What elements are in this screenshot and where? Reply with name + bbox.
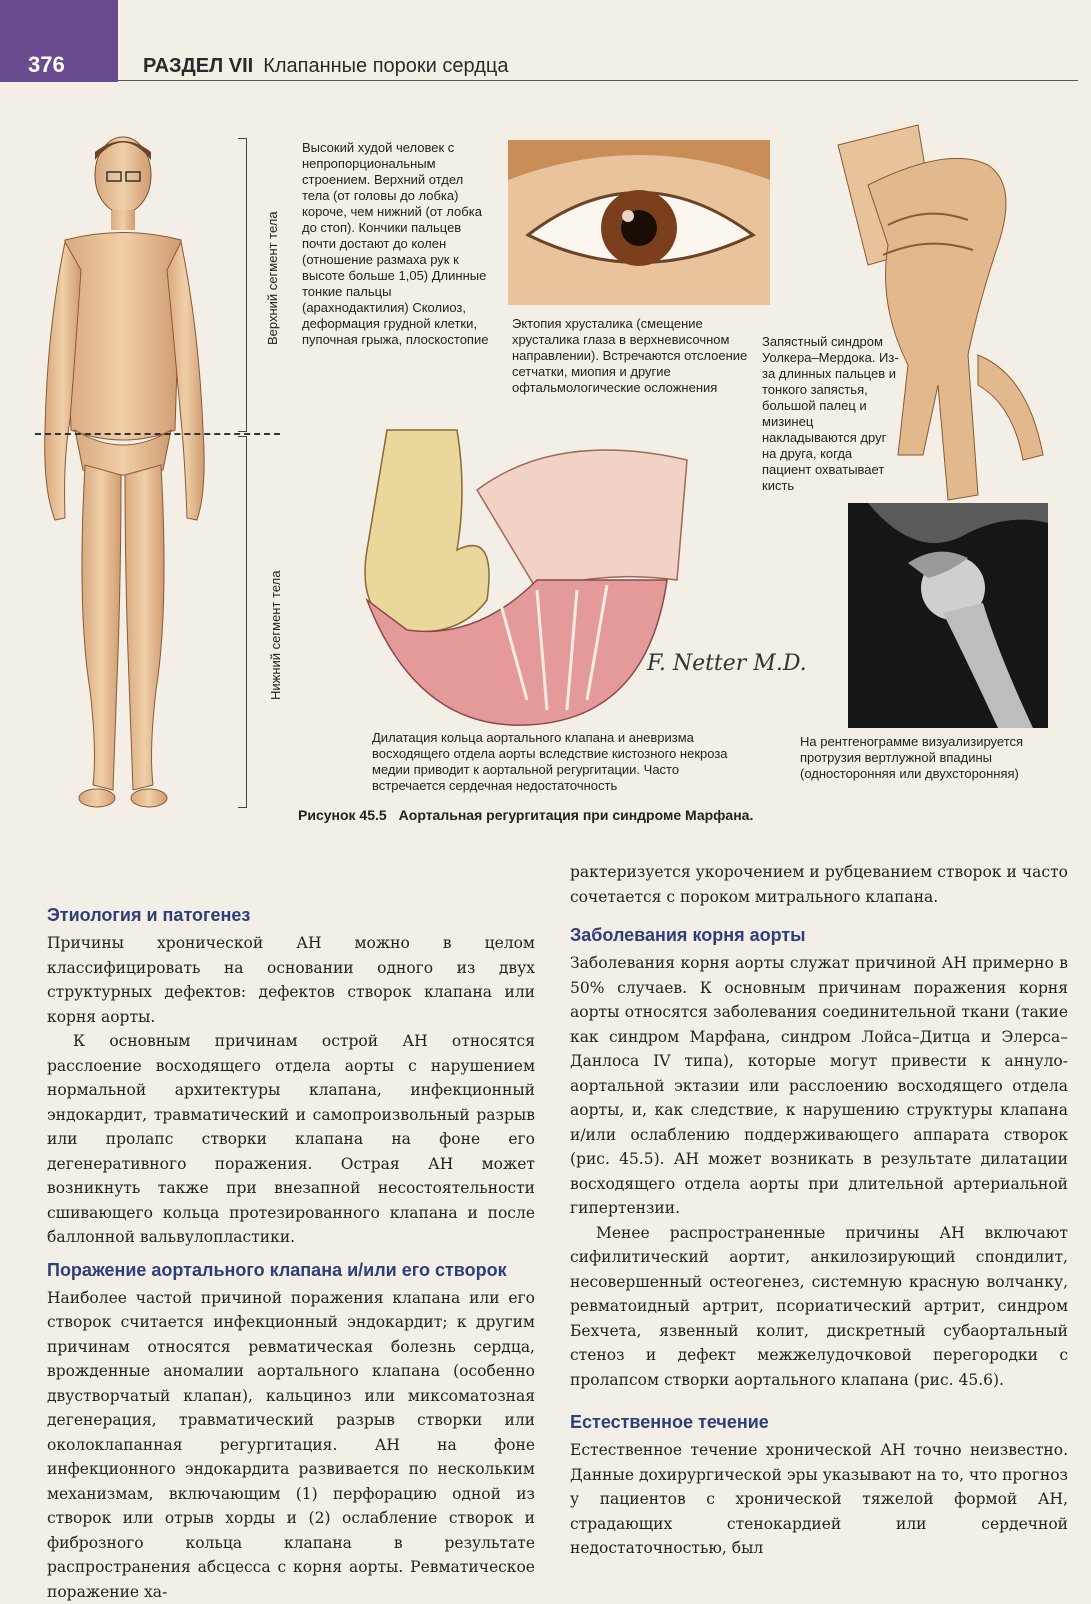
heading-natural-history: Естественное течение <box>570 1410 1068 1434</box>
upper-segment-bracket <box>238 138 247 432</box>
body-caption: Высокий худой человек с непропорциональным строением. Верхний отдел тела (от головы до лобка) короче, чем нижний (от лобка до стоп). Кончики пальцев почти достают до колен (отношение размаха рук к высоте больше 1,05) Длинные тонкие пальцы (арахнодактилия) Сколиоз, деформация грудной клетки, пупочная грыжа, плоскостопие <box>302 140 492 348</box>
figure-number: Рисунок 45.5 <box>298 807 387 823</box>
body-illustration <box>35 130 250 820</box>
eye-caption: Эктопия хрусталика (смещение хрусталика глаза в верхневисочном направлении). Встречаются отслоение сетчатки, миопия и другие офтальмологические осложнения <box>512 316 752 396</box>
page-number-box <box>0 0 118 82</box>
figure-title <box>298 807 753 823</box>
header-rule <box>118 80 1078 81</box>
lower-segment-bracket <box>238 436 247 808</box>
paragraph: рактеризуется укорочением и рубцеванием створок и часто сочетается с пороком митрального клапана. <box>570 860 1068 909</box>
figure-title-text: Аортальная регургитация при синдроме Марфана. <box>399 807 754 823</box>
page-number: 376 <box>28 52 65 78</box>
paragraph: Естественное течение хронической АН точно неизвестно. Данные дохирургической эры указывают на то, что прогноз у пациентов с хронической тяжелой формой АН, страдающих стенокардией или сердечной недостаточностью, был <box>570 1438 1068 1561</box>
xray-caption: На рентгенограмме визуализируется протрузия вертлужной впадины (односторонняя или двухсторонняя) <box>800 734 1055 782</box>
paragraph: К основным причинам острой АН относятся расслоение восходящего отдела аорты с нарушением нормальной архитектуры клапана, инфекционный эндокардит, травматический и самопроизвольный разрыв или пролапс створки клапана на фоне его дегенеративного поражения. Острая АН может возникнуть также при внезапной несостоятельности сшивающего кольца протезированного клапана и после баллонной вальвулопластики. <box>47 1029 535 1250</box>
paragraph: Менее распространенные причины АН включают сифилитический аортит, анкилозирующий спондилит, несовершенный остеогенез, системную красную волчанку, ревматоидный артрит, псориатический артрит, синдром Бехчета, язвенный колит, дискретный субаортальный стеноз и дефект межжелудочковой перегородки с пролапсом створки аортального клапана (рис. 45.6). <box>570 1221 1068 1393</box>
xray-illustration <box>848 503 1048 728</box>
paragraph: Наиболее частой причиной поражения клапана или его створок считается инфекционный эндокардит; к другим причинам относятся ревматическая болезнь сердца, врожденные аномалии аортального клапана (особенно двустворчатый клапан), кальциноз или миксоматозная дегенерация, травматический разрыв створки или околоклапанная регургитация. АН на фоне инфекционного эндокардита развивается по нескольким механизмам, включающим (1) перфорацию одной из створок или отрыв хорды и (2) ослабление створок и фиброзного кольца клапана в результате распространения абсцесса с корня аорты. Ревматическое поражение ха- <box>47 1286 535 1604</box>
lower-segment-label: Нижний сегмент тела <box>268 571 283 700</box>
left-column <box>47 895 535 1604</box>
running-head <box>143 55 508 78</box>
paragraph: Причины хронической АН можно в целом классифицировать на основании одного из двух структурных дефектов: дефектов створок клапана или корня аорты. <box>47 931 535 1029</box>
eye-illustration <box>508 140 770 305</box>
section-label: РАЗДЕЛ VII <box>143 55 253 77</box>
aortic-valve-illustration <box>357 430 700 730</box>
section-title: Клапанные пороки сердца <box>263 55 508 77</box>
heading-valve-lesion: Поражение аортального клапана и/или его створок <box>47 1258 535 1282</box>
page-header <box>0 0 1091 82</box>
aorta-caption: Дилатация кольца аортального клапана и аневризма восходящего отдела аорты вследствие кистозного некроза медии приводит к аортальной регургитации. Часто встречается сердечная недостаточность <box>372 730 752 794</box>
paragraph: Заболевания корня аорты служат причиной АН примерно в 50% случаев. К основным причинам поражения корня аорты относятся заболевания соединительной ткани (такие как синдром Марфана, синдром Лойса–Дитца и Элерса–Данлоса IV типа), которые могут привести к аннуло-аортальной эктазии или расслоению восходящего отдела аорты, и, как следствие, к нарушению структуры клапана и/или ослаблению поддерживающего аппарата створок (рис. 45.5). АН может возникать в результате дилатации восходящего отдела аорты при длительной артериальной гипертензии. <box>570 951 1068 1221</box>
heading-aortic-root: Заболевания корня аорты <box>570 923 1068 947</box>
segment-divider-line <box>35 433 280 435</box>
upper-segment-label: Верхний сегмент тела <box>265 211 280 345</box>
wrist-caption: Запястный синдром Уолкера–Мердока. Из-за длинных пальцев и тонкого запястья, большой палец и мизинец накладываются друг на друга, когда пациент охватывает кисть <box>762 334 904 494</box>
heading-etiology: Этиология и патогенез <box>47 903 535 927</box>
right-column <box>570 860 1068 1561</box>
netter-signature: F. Netter M.D. <box>646 651 807 676</box>
